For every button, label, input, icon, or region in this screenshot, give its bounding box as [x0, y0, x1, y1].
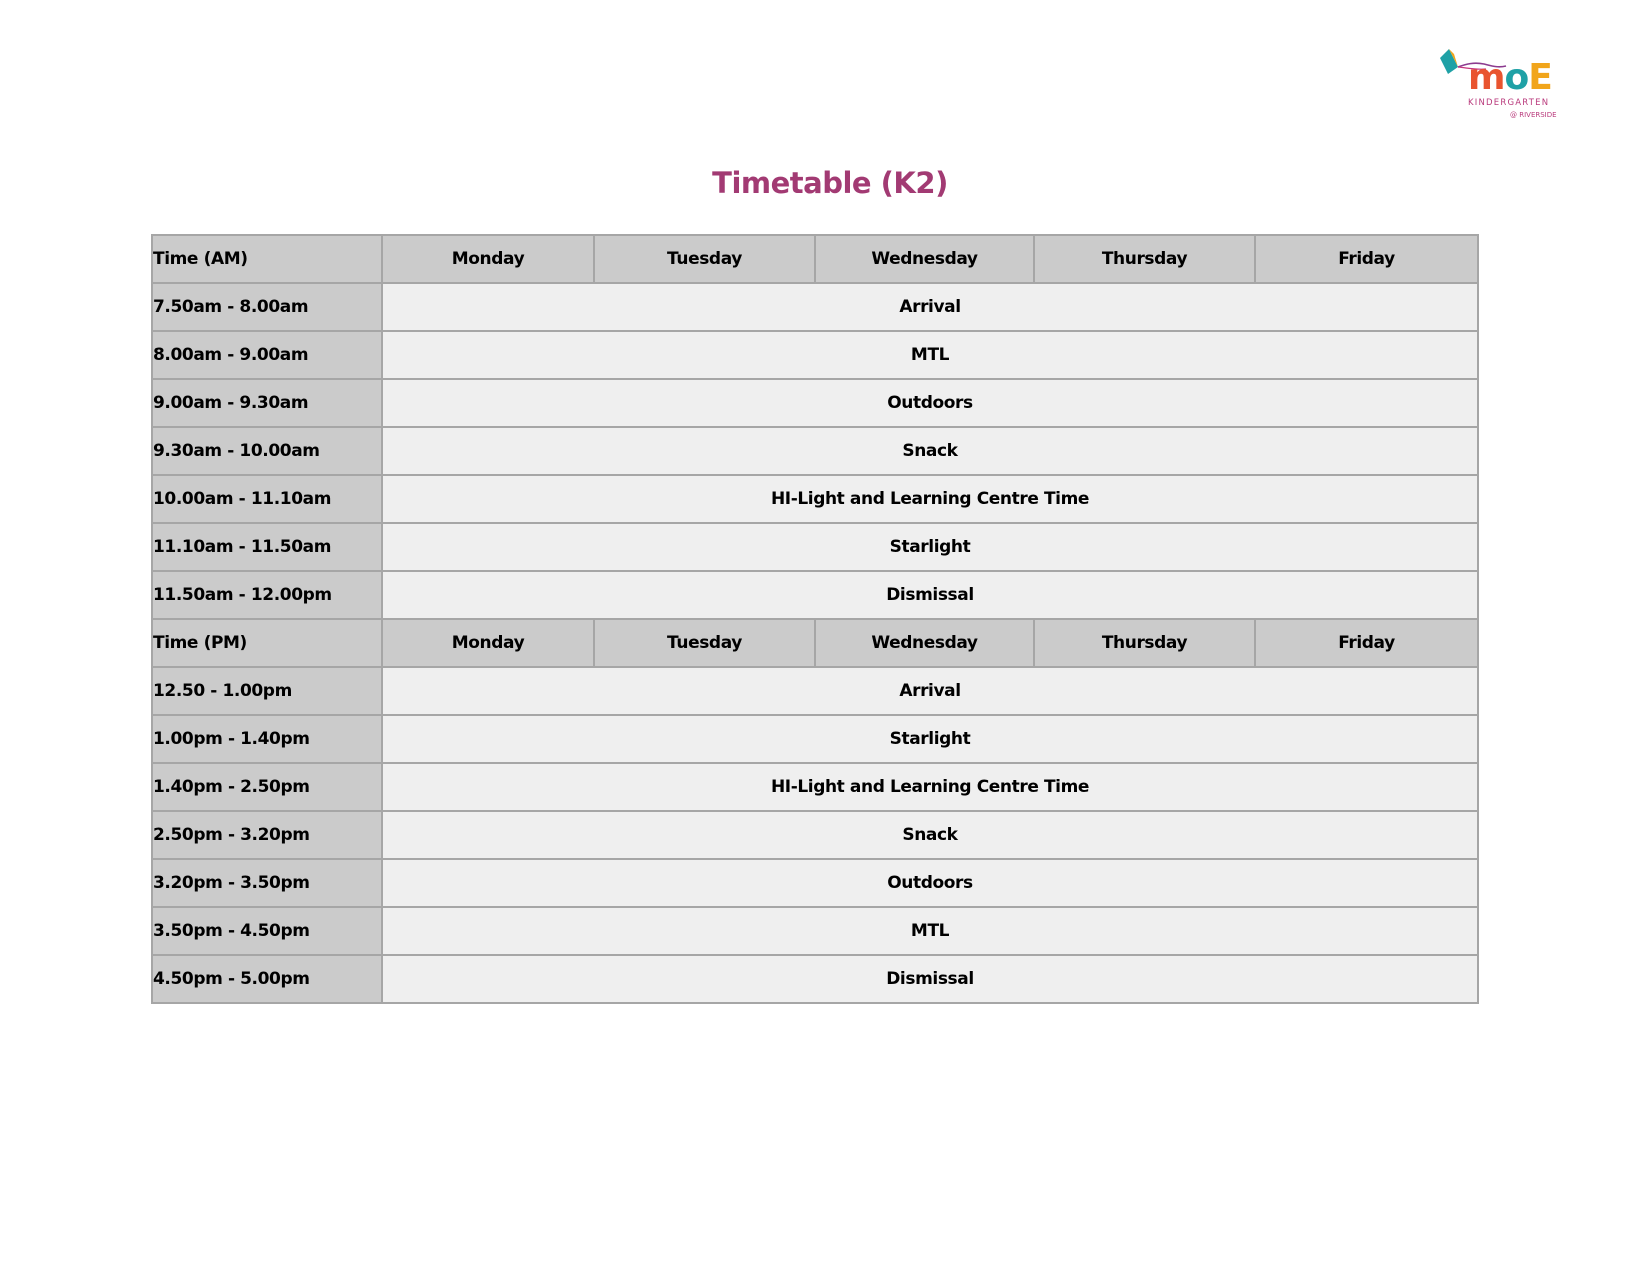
- header-time-am: Time (AM): [152, 235, 382, 283]
- pm-header-row: [152, 619, 1478, 667]
- table-row: [152, 283, 1478, 331]
- table-row: [152, 811, 1478, 859]
- table-row: [152, 331, 1478, 379]
- logo-wordmark: moE: [1468, 57, 1552, 98]
- table-row: [152, 907, 1478, 955]
- header-thursday: Thursday: [1034, 619, 1255, 667]
- table-row: [152, 763, 1478, 811]
- header-tuesday: Tuesday: [594, 619, 815, 667]
- time-slot: 1.00pm - 1.40pm: [152, 715, 382, 763]
- table-row: [152, 427, 1478, 475]
- table-row: [152, 571, 1478, 619]
- table-row: [152, 523, 1478, 571]
- page-title: Timetable (K2): [712, 166, 948, 200]
- header-wednesday: Wednesday: [815, 235, 1034, 283]
- activity: Starlight: [382, 715, 1478, 763]
- header-monday: Monday: [382, 235, 594, 283]
- am-header-row: [152, 235, 1478, 283]
- time-slot: 3.20pm - 3.50pm: [152, 859, 382, 907]
- timetable: [151, 234, 1479, 1004]
- activity: HI-Light and Learning Centre Time: [382, 475, 1478, 523]
- table-row: [152, 379, 1478, 427]
- table-row: [152, 715, 1478, 763]
- time-slot: 1.40pm - 2.50pm: [152, 763, 382, 811]
- time-slot: 12.50 - 1.00pm: [152, 667, 382, 715]
- time-slot: 9.00am - 9.30am: [152, 379, 382, 427]
- activity: MTL: [382, 907, 1478, 955]
- moe-kindergarten-logo: [1440, 44, 1566, 130]
- logo-branch: @ RIVERSIDE: [1510, 111, 1557, 119]
- activity: Dismissal: [382, 571, 1478, 619]
- logo-subtitle: KINDERGARTEN: [1468, 98, 1550, 108]
- activity: Outdoors: [382, 859, 1478, 907]
- time-slot: 10.00am - 11.10am: [152, 475, 382, 523]
- activity: MTL: [382, 331, 1478, 379]
- time-slot: 3.50pm - 4.50pm: [152, 907, 382, 955]
- header-thursday: Thursday: [1034, 235, 1255, 283]
- activity: HI-Light and Learning Centre Time: [382, 763, 1478, 811]
- header-time-pm: Time (PM): [152, 619, 382, 667]
- header-wednesday: Wednesday: [815, 619, 1034, 667]
- time-slot: 11.10am - 11.50am: [152, 523, 382, 571]
- activity: Outdoors: [382, 379, 1478, 427]
- table-row: [152, 475, 1478, 523]
- time-slot: 9.30am - 10.00am: [152, 427, 382, 475]
- table-row: [152, 859, 1478, 907]
- header-friday: Friday: [1255, 235, 1478, 283]
- header-monday: Monday: [382, 619, 594, 667]
- time-slot: 4.50pm - 5.00pm: [152, 955, 382, 1003]
- table-row: [152, 667, 1478, 715]
- header-friday: Friday: [1255, 619, 1478, 667]
- time-slot: 2.50pm - 3.20pm: [152, 811, 382, 859]
- activity: Snack: [382, 427, 1478, 475]
- activity: Arrival: [382, 667, 1478, 715]
- time-slot: 7.50am - 8.00am: [152, 283, 382, 331]
- activity: Arrival: [382, 283, 1478, 331]
- header-tuesday: Tuesday: [594, 235, 815, 283]
- activity: Snack: [382, 811, 1478, 859]
- time-slot: 11.50am - 12.00pm: [152, 571, 382, 619]
- table-row: [152, 955, 1478, 1003]
- time-slot: 8.00am - 9.00am: [152, 331, 382, 379]
- activity: Starlight: [382, 523, 1478, 571]
- activity: Dismissal: [382, 955, 1478, 1003]
